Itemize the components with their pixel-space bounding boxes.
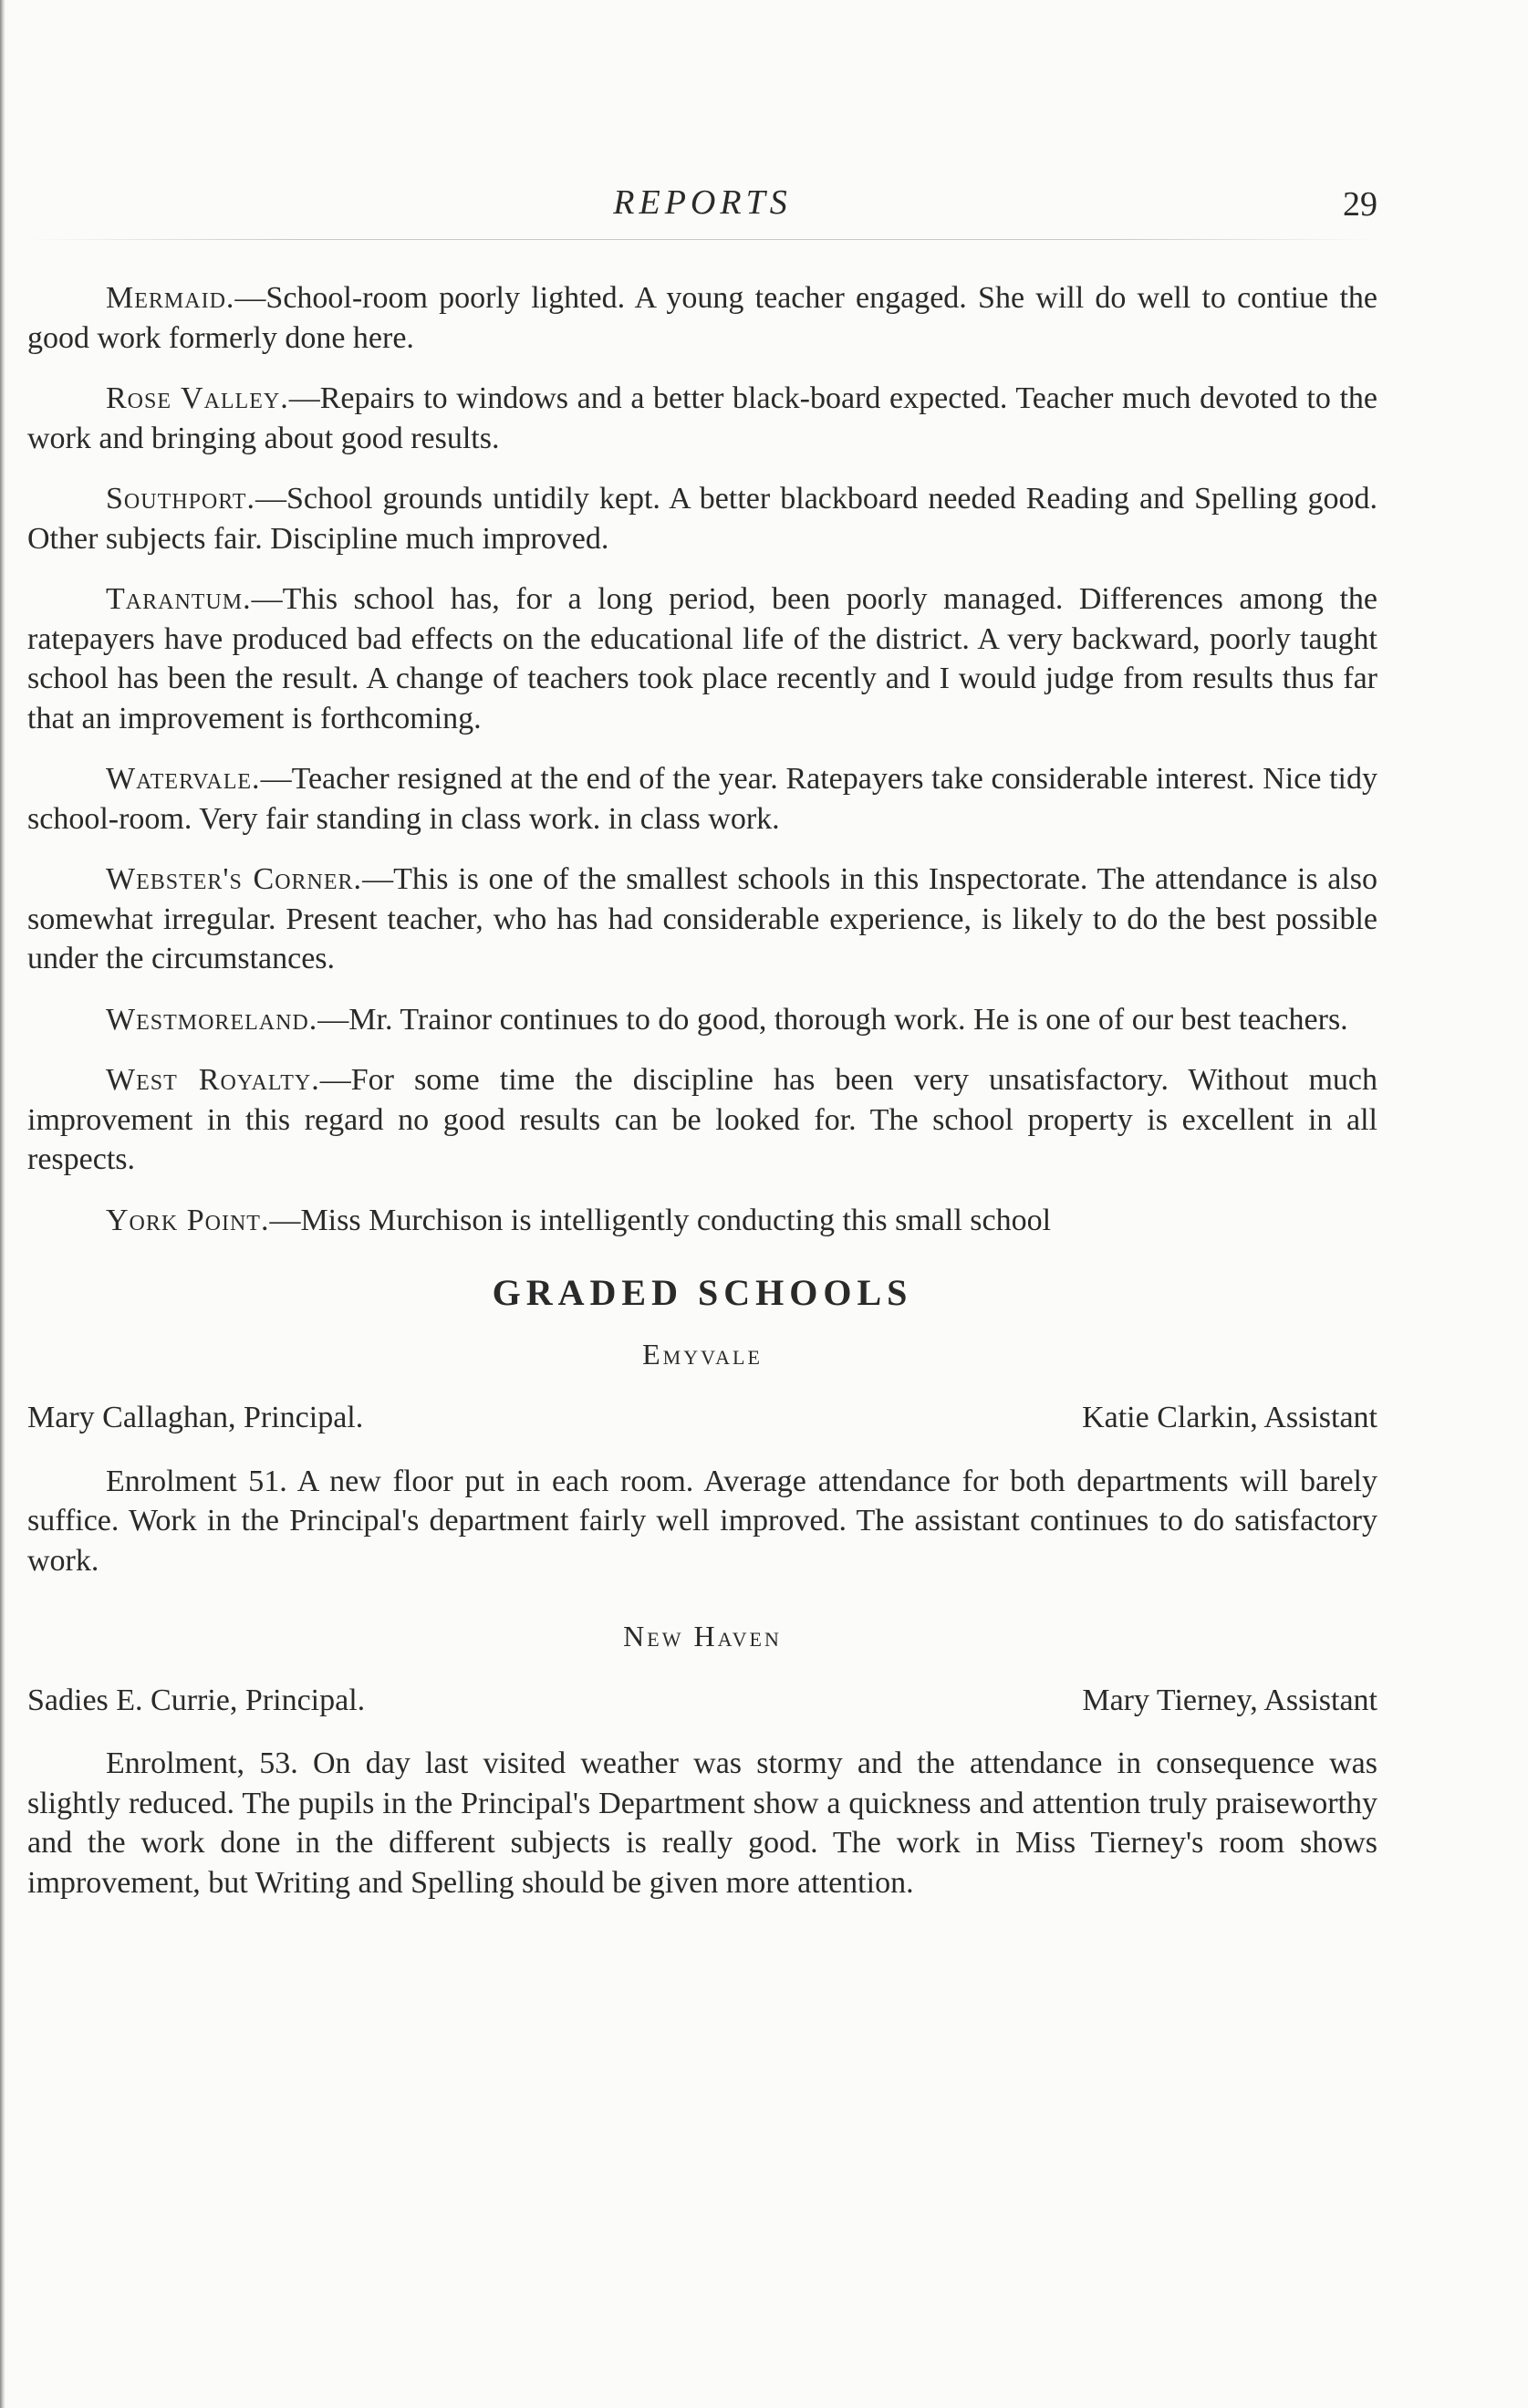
report-text-watervale: —Teacher resigned at the end of the year. Ratepayers take considerable interest. Nice tidy school-room. Very fair standing in class work. in class work. (27, 762, 1377, 836)
report-text-mermaid: —School-room poorly lighted. A young teacher engaged. She will do well to contiue the good work formerly done here. (27, 281, 1377, 355)
report-entry-york-point (27, 1201, 1377, 1241)
document-page (27, 0, 1377, 2408)
report-text-rose-valley: —Repairs to windows and a better black-board expected. Teacher much devoted to the work and bringing about good results. (27, 381, 1377, 455)
running-head (27, 182, 1377, 237)
school-name-west-royalty: West Royalty. (106, 1063, 320, 1097)
principal-name: Mary Callaghan, Principal. (27, 1401, 364, 1434)
report-entry-watervale (27, 759, 1377, 839)
school-name-watervale: Watervale. (106, 762, 261, 796)
report-text-southport: —School grounds untidily kept. A better blackboard needed Reading and Spelling good. Other subjects fair. Discipline much improved. (27, 482, 1377, 556)
school-report-new-haven: Enrolment, 53. On day last visited weather was stormy and the attendance in consequence was slightly reduced. The pupils in the Principal's Department show a quickness and attention truly praiseworthy and the work done in the different subjects is really good. The work in Miss Tierney's room shows improvement, but Writing and Spelling should be given more attention. (27, 1746, 1377, 1900)
school-heading-emyvale: Emyvale (642, 1337, 763, 1371)
staff-line-new-haven (27, 1681, 1377, 1721)
assistant-name: Katie Clarkin, Assistant (1082, 1401, 1377, 1434)
report-text-york-point: —Miss Murchison is intelligently conducting this small school (269, 1203, 1052, 1237)
report-entry-southport (27, 479, 1377, 558)
assistant-name: Mary Tierney, Assistant (1082, 1683, 1377, 1717)
school-report-emyvale: Enrolment 51. A new floor put in each room. Average attendance for both departments will barely suffice. Work in the Principal's department fairly well improved. The assistant continues to do satisfactory work. (27, 1464, 1377, 1578)
running-title: REPORTS (613, 183, 792, 222)
report-entry-websters-corner (27, 860, 1377, 979)
graded-schools-heading: GRADED SCHOOLS (492, 1272, 913, 1313)
page-left-edge (0, 0, 5, 2408)
school-name-york-point: York Point. (106, 1203, 270, 1237)
principal-name: Sadies E. Currie, Principal. (27, 1683, 366, 1717)
report-entry-tarantum (27, 579, 1377, 738)
staff-line-emyvale (27, 1398, 1377, 1438)
report-text-tarantum: —This school has, for a long period, been poorly managed. Differences among the ratepayers have produced bad effects on the educational life of the district. A very backward, poorly taught school has been the result. A change of teachers took place recently and I would judge from results thus far that an improvement is forthcoming. (27, 582, 1377, 735)
report-entry-rose-valley (27, 379, 1377, 458)
report-entry-westmoreland (27, 1000, 1377, 1040)
report-text-westmoreland: —Mr. Trainor continues to do good, thorough work. He is one of our best teachers. (317, 1002, 1348, 1037)
school-name-tarantum: Tarantum. (106, 582, 252, 616)
page-number: 29 (1343, 185, 1377, 224)
school-name-southport: Southport. (106, 482, 255, 516)
report-body (27, 278, 1377, 1923)
school-name-rose-valley: Rose Valley. (106, 381, 289, 415)
school-name-westmoreland: Westmoreland. (106, 1002, 318, 1037)
report-entry-west-royalty (27, 1060, 1377, 1180)
school-name-mermaid: Mermaid. (106, 281, 235, 315)
report-text-west-royalty: —For some time the discipline has been very unsatisfactory. Without much improvement in this regard no good results can be looked for. The school property is excellent in all respects. (27, 1063, 1377, 1176)
school-name-websters-corner: Webster's Corner. (106, 862, 363, 896)
report-text-websters-corner: —This is one of the smallest schools in this Inspectorate. The attendance is also somewhat irregular. Present teacher, who has had considerable experience, is likely to do the best possible under the circumstances. (27, 862, 1377, 975)
school-heading-new-haven: New Haven (623, 1620, 782, 1652)
report-entry-mermaid (27, 278, 1377, 358)
header-rule (27, 239, 1377, 240)
